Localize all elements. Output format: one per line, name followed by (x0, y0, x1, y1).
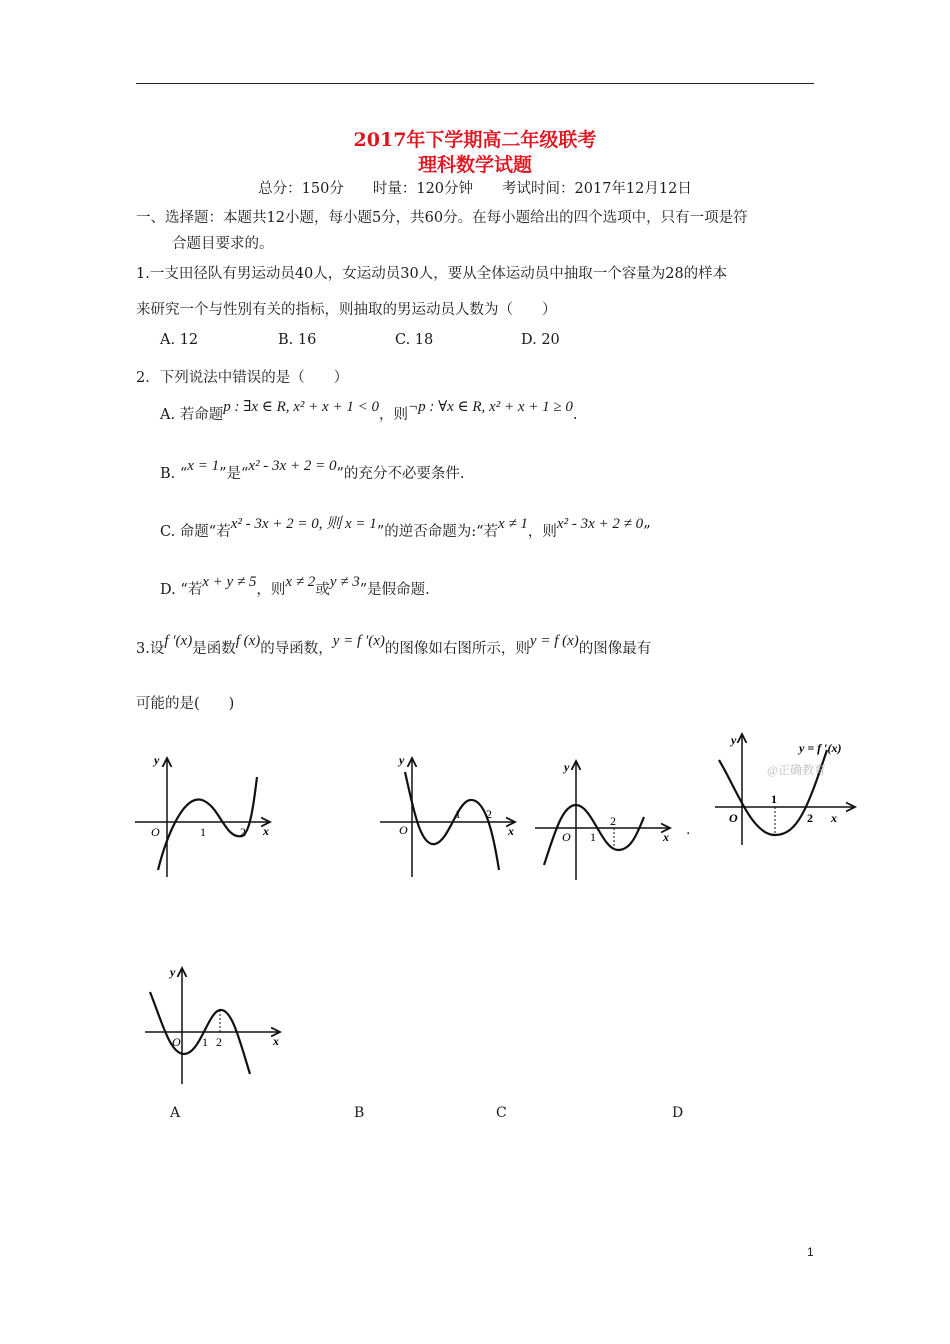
graph-option-b (375, 752, 525, 882)
q3-formula4: y = f (x) (529, 633, 579, 649)
q2-c-end: ” (643, 524, 651, 540)
q2-b-end: ”的充分不必要条件. (336, 466, 465, 482)
q3-stem-line2: 可能的是( ) (136, 696, 235, 712)
derivative-y-label: y (731, 733, 737, 747)
q2-d-prefix: D. “若 (160, 582, 203, 598)
derivative-x-label: x (831, 811, 837, 825)
graph-d-origin: O (172, 1035, 181, 1049)
title-line1: 2017年下学期高二年级联考 (353, 129, 597, 151)
watermark-text: @正确教育 (767, 763, 827, 777)
q1-option-c: C. 18 (395, 332, 434, 348)
q3-text3: 的导函数， (260, 641, 333, 657)
graph-b-tick-1: 1 (455, 807, 461, 821)
graph-a-tick-2: 2 (240, 825, 246, 839)
graph-c-origin: O (562, 830, 571, 844)
q1-line2: 来研究一个与性别有关的指标，则抽取的男运动员人数为（ ） (136, 302, 557, 318)
section1-line1: 一、选择题：本题共12小题，每小题5分，共60分。在每小题给出的四个选项中，只有一项是符 (136, 210, 748, 226)
label-option-b: B (354, 1105, 365, 1121)
q3-text5: 的图像最有 (578, 641, 652, 657)
graph-option-c (530, 755, 680, 885)
q2-d-or: 或 (315, 582, 330, 598)
graph-b-tick-2: 2 (486, 807, 492, 821)
q2-d-formula1: x + y ≠ 5 (202, 574, 257, 590)
derivative-curve-label: y = f ′(x) (799, 741, 842, 755)
derivative-tick-1: 1 (771, 792, 777, 806)
graph-option-d (140, 962, 290, 1092)
derivative-tick-2: 2 (807, 811, 813, 825)
q2-option-a (160, 399, 578, 424)
q2-d-mid: ，则 (256, 582, 286, 598)
graph-d-tick-2: 2 (216, 1035, 222, 1049)
label-option-d: D (672, 1105, 684, 1121)
q2-c-formula3: x² - 3x + 2 ≠ 0 (556, 516, 644, 532)
derivative-graph (707, 730, 862, 850)
q2-a-end: . (572, 407, 578, 423)
q2-a-formula1: p : ∃x ∈ R, x² + x + 1 < 0 (223, 399, 379, 415)
q2-c-formula2: x ≠ 1 (498, 516, 528, 532)
q1-option-a: A. 12 (160, 332, 199, 348)
q3-text2: 是函数 (192, 641, 236, 657)
graph-d-tick-1: 1 (202, 1035, 208, 1049)
q2-a-mid: ，则 (378, 407, 408, 423)
q2-c-mid2: ，则 (527, 524, 557, 540)
graph-d-y-label: y (170, 965, 176, 979)
q2-d-formula2: x ≠ 2 (285, 574, 316, 590)
q2-d-formula3: y ≠ 3 (329, 574, 360, 590)
q3-formula2: f (x) (235, 633, 261, 649)
q2-d-end: ”是假命题. (359, 582, 430, 598)
top-rule (136, 83, 814, 84)
graph-c-y-label: y (564, 760, 570, 774)
section1-line2: 合题目要求的。 (172, 236, 274, 252)
graph-c-tick-2: 2 (610, 814, 616, 828)
q1-option-d: D. 20 (521, 332, 560, 348)
q2-c-formula1: x² - 3x + 2 = 0, 则 x = 1 (230, 516, 377, 532)
q2-a-prefix: A. 若命题 (160, 407, 224, 423)
graph-a-x-label: x (263, 824, 269, 838)
q2-b-prefix: B. “ (160, 466, 188, 482)
q2-option-d (160, 574, 430, 599)
graph-a-origin: O (151, 825, 160, 839)
graph-a-y-label: y (154, 753, 160, 767)
q3-formula3: y = f ′(x) (332, 633, 385, 649)
q2-option-c (160, 516, 651, 541)
graph-c-x-label: x (663, 830, 669, 844)
label-option-c: C (496, 1105, 507, 1121)
q2-a-formula2: ¬p : ∀x ∈ R, x² + x + 1 ≥ 0 (407, 399, 573, 415)
graph-option-a (130, 752, 280, 882)
q3-formula1: f ′(x) (164, 633, 193, 649)
q2-stem: 2．下列说法中错误的是（ ） (136, 370, 349, 386)
q2-option-b (160, 458, 465, 483)
graph-b-y-label: y (399, 753, 405, 767)
graph-b-origin: O (399, 823, 408, 837)
q2-b-formula2: x² - 3x + 2 = 0 (248, 458, 337, 474)
q2-c-mid: ”的逆否命题为:“若 (376, 524, 499, 540)
graph-a-tick-1: 1 (200, 825, 206, 839)
exam-info: 总分：150分 时量：120分钟 考试时间：2017年12月12日 (258, 181, 692, 197)
q3-text4: 的图像如右图所示，则 (384, 641, 530, 657)
derivative-origin: O (729, 811, 738, 825)
page-number: 1 (807, 1245, 814, 1259)
graph-c-tick-1: 1 (590, 830, 596, 844)
q3-text1: 3.设 (136, 641, 165, 657)
graph-separator-dot: . (686, 822, 691, 838)
graph-b-x-label: x (508, 824, 514, 838)
q2-b-formula1: x = 1 (187, 458, 220, 474)
q1-option-b: B. 16 (278, 332, 317, 348)
title-line2: 理科数学试题 (417, 154, 532, 176)
q2-b-mid: ”是“ (219, 466, 249, 482)
q3-stem-line1 (136, 633, 652, 658)
q2-c-prefix: C. 命题“若 (160, 524, 231, 540)
q1-line1: 1.一支田径队有男运动员40人，女运动员30人，要从全体运动员中抽取一个容量为28的样本 (136, 266, 728, 282)
graph-d-x-label: x (273, 1034, 279, 1048)
label-option-a: A (170, 1105, 181, 1121)
